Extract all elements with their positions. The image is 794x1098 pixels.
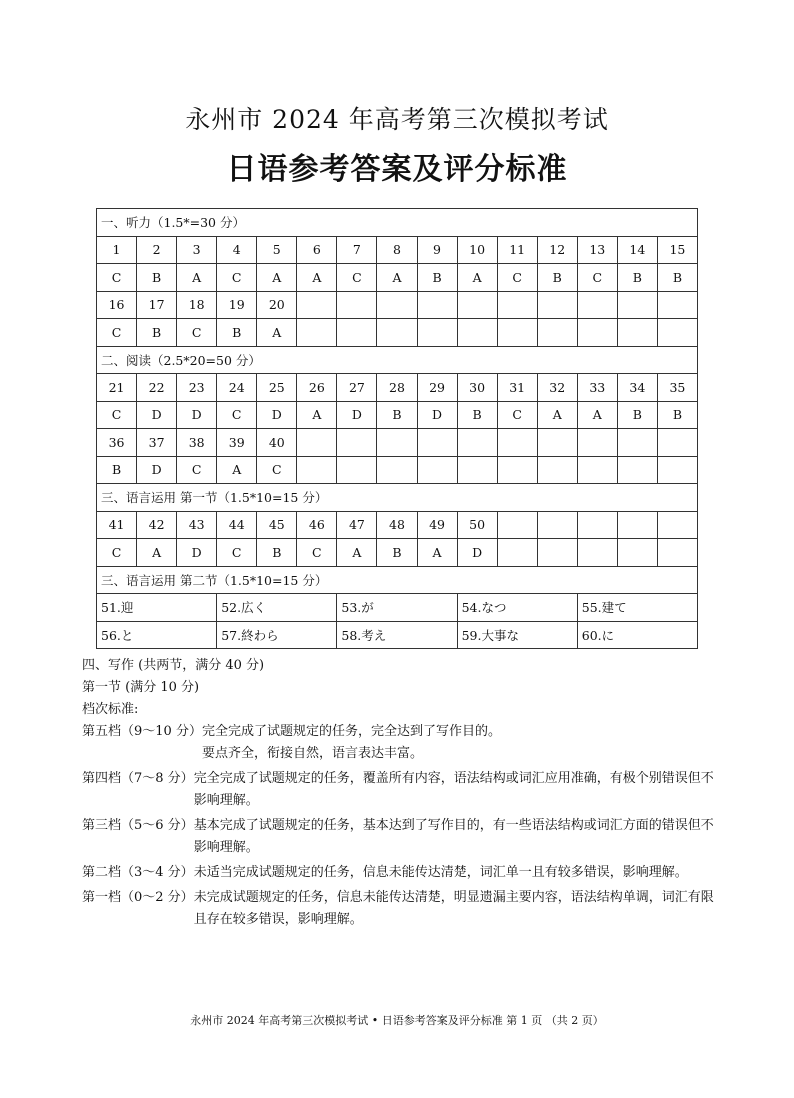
table-row	[97, 374, 698, 402]
empty-cell	[297, 456, 337, 484]
question-number: 14	[617, 236, 657, 264]
answer-cell: B	[617, 264, 657, 292]
question-number: 42	[137, 511, 177, 539]
writing-subsection-title: 第一节 (满分 10 分)	[82, 680, 200, 695]
question-number: 32	[537, 374, 577, 402]
question-number: 43	[177, 511, 217, 539]
question-number: 20	[257, 291, 297, 319]
answer-cell: D	[417, 401, 457, 429]
fill-in-answer: 59.大事な	[457, 621, 577, 649]
empty-cell	[537, 539, 577, 567]
question-number: 4	[217, 236, 257, 264]
empty-cell	[457, 429, 497, 457]
answer-cell: D	[177, 401, 217, 429]
section-header-listening: 一、听力（1.5*=30 分）	[97, 209, 698, 237]
empty-cell	[377, 319, 417, 347]
empty-cell	[337, 456, 377, 484]
answer-cell: A	[417, 539, 457, 567]
question-number: 33	[577, 374, 617, 402]
fill-in-answer: 58.考え	[337, 621, 457, 649]
question-number: 21	[97, 374, 137, 402]
answer-cell: B	[537, 264, 577, 292]
table-row	[97, 539, 698, 567]
question-number: 44	[217, 511, 257, 539]
answer-cell: C	[97, 401, 137, 429]
answer-cell: C	[577, 264, 617, 292]
section-header-language-1: 三、语言运用 第一节（1.5*10=15 分）	[97, 484, 698, 512]
empty-cell	[617, 539, 657, 567]
table-row	[97, 291, 698, 319]
answer-cell: C	[97, 539, 137, 567]
empty-cell	[377, 291, 417, 319]
writing-section	[82, 655, 722, 934]
answer-cell: A	[297, 264, 337, 292]
answer-cell: B	[137, 264, 177, 292]
answer-cell: A	[137, 539, 177, 567]
question-number: 9	[417, 236, 457, 264]
grade-level-text: 未完成试题规定的任务，信息未能传达清楚，明显遗漏主要内容，语法结构单调，词汇有限且存在较多错误，影响理解。	[193, 890, 714, 927]
empty-cell	[577, 456, 617, 484]
answer-cell: B	[457, 401, 497, 429]
empty-cell	[577, 429, 617, 457]
answer-cell: C	[497, 264, 537, 292]
answer-cell: A	[577, 401, 617, 429]
answer-cell: A	[297, 401, 337, 429]
empty-cell	[497, 291, 537, 319]
empty-cell	[337, 291, 377, 319]
question-number: 31	[497, 374, 537, 402]
grade-level	[82, 721, 722, 765]
empty-cell	[417, 291, 457, 319]
fill-in-answer: 54.なつ	[457, 594, 577, 622]
table-row	[97, 236, 698, 264]
empty-cell	[577, 291, 617, 319]
grade-level-label: 第一档（0～2 分）	[82, 890, 194, 905]
answer-cell: D	[137, 401, 177, 429]
fill-in-answer: 56.と	[97, 621, 217, 649]
table-row	[97, 621, 698, 649]
question-number: 24	[217, 374, 257, 402]
question-number: 25	[257, 374, 297, 402]
empty-cell	[497, 319, 537, 347]
grade-level	[82, 862, 722, 884]
table-row	[97, 264, 698, 292]
empty-cell	[337, 429, 377, 457]
empty-cell	[657, 456, 697, 484]
empty-cell	[377, 456, 417, 484]
answer-cell: B	[657, 401, 697, 429]
page-footer: 永州市 2024 年高考第三次模拟考试 • 日语参考答案及评分标准 第 1 页 （共 2 页）	[190, 1014, 604, 1027]
answer-cell: B	[217, 319, 257, 347]
question-number: 7	[337, 236, 377, 264]
empty-cell	[497, 429, 537, 457]
question-number: 22	[137, 374, 177, 402]
question-number: 39	[217, 429, 257, 457]
answer-cell: D	[177, 539, 217, 567]
empty-cell	[577, 511, 617, 539]
empty-cell	[457, 319, 497, 347]
question-number: 38	[177, 429, 217, 457]
empty-cell	[457, 456, 497, 484]
answer-cell: B	[137, 319, 177, 347]
table-row	[97, 319, 698, 347]
grade-level-text: 完全完成了试题规定的任务，完全达到了写作目的。	[201, 724, 501, 739]
answer-cell: C	[97, 319, 137, 347]
question-number: 3	[177, 236, 217, 264]
answer-cell: D	[137, 456, 177, 484]
question-number: 8	[377, 236, 417, 264]
question-number: 36	[97, 429, 137, 457]
grade-level	[82, 815, 722, 859]
question-number: 2	[137, 236, 177, 264]
empty-cell	[577, 319, 617, 347]
answer-cell: C	[177, 319, 217, 347]
empty-cell	[657, 429, 697, 457]
empty-cell	[497, 539, 537, 567]
grade-level-text: 未适当完成试题规定的任务，信息未能传达清楚，词汇单一且有较多错误，影响理解。	[193, 865, 688, 880]
table-row	[97, 594, 698, 622]
empty-cell	[617, 291, 657, 319]
empty-cell	[337, 319, 377, 347]
answer-cell: A	[377, 264, 417, 292]
question-number: 18	[177, 291, 217, 319]
answer-cell: C	[217, 264, 257, 292]
answer-cell: C	[97, 264, 137, 292]
table-row	[97, 401, 698, 429]
empty-cell	[297, 429, 337, 457]
empty-cell	[457, 291, 497, 319]
fill-in-answer: 57.終わら	[217, 621, 337, 649]
empty-cell	[657, 291, 697, 319]
section-header-language-2: 三、语言运用 第二节（1.5*10=15 分）	[97, 566, 698, 594]
empty-cell	[577, 539, 617, 567]
question-number: 27	[337, 374, 377, 402]
question-number: 35	[657, 374, 697, 402]
answer-cell: A	[457, 264, 497, 292]
answer-cell: C	[337, 264, 377, 292]
empty-cell	[617, 319, 657, 347]
question-number: 48	[377, 511, 417, 539]
table-row	[97, 511, 698, 539]
grade-level-label: 第二档（3～4 分）	[82, 865, 194, 880]
table-row	[97, 456, 698, 484]
question-number: 23	[177, 374, 217, 402]
empty-cell	[537, 511, 577, 539]
question-number: 30	[457, 374, 497, 402]
empty-cell	[537, 291, 577, 319]
answer-cell: B	[377, 401, 417, 429]
question-number: 17	[137, 291, 177, 319]
answer-cell: C	[497, 401, 537, 429]
empty-cell	[297, 291, 337, 319]
empty-cell	[657, 511, 697, 539]
answer-cell: D	[457, 539, 497, 567]
question-number: 37	[137, 429, 177, 457]
answer-cell: A	[337, 539, 377, 567]
answer-cell: A	[537, 401, 577, 429]
question-number: 11	[497, 236, 537, 264]
grade-level-label: 第三档（5～6 分）	[82, 818, 194, 833]
question-number: 15	[657, 236, 697, 264]
empty-cell	[497, 456, 537, 484]
empty-cell	[297, 319, 337, 347]
question-number: 46	[297, 511, 337, 539]
empty-cell	[537, 429, 577, 457]
question-number: 28	[377, 374, 417, 402]
question-number: 6	[297, 236, 337, 264]
answer-cell: A	[257, 264, 297, 292]
empty-cell	[617, 511, 657, 539]
exam-title: 永州市 2024 年高考第三次模拟考试	[185, 105, 609, 134]
answer-cell: B	[417, 264, 457, 292]
fill-in-answer: 51.迎	[97, 594, 217, 622]
answer-cell: D	[337, 401, 377, 429]
question-number: 1	[97, 236, 137, 264]
answer-cell: A	[257, 319, 297, 347]
answer-cell: A	[177, 264, 217, 292]
grade-level-text: 要点齐全，衔接自然，语言表达丰富。	[201, 746, 423, 761]
question-number: 40	[257, 429, 297, 457]
question-number: 50	[457, 511, 497, 539]
empty-cell	[537, 319, 577, 347]
empty-cell	[417, 319, 457, 347]
answer-cell: D	[257, 401, 297, 429]
answer-cell: B	[657, 264, 697, 292]
answer-cell: C	[217, 401, 257, 429]
empty-cell	[417, 456, 457, 484]
empty-cell	[657, 319, 697, 347]
empty-cell	[537, 456, 577, 484]
grade-level	[82, 768, 722, 812]
fill-in-answer: 60.に	[577, 621, 697, 649]
question-number: 13	[577, 236, 617, 264]
grade-level-label: 第五档（9～10 分）	[82, 724, 202, 739]
answer-cell: C	[217, 539, 257, 567]
answer-cell: B	[97, 456, 137, 484]
grade-level-text: 基本完成了试题规定的任务，基本达到了写作目的，有一些语法结构或词汇方面的错误但不影响理解。	[193, 818, 714, 855]
criteria-heading: 档次标准:	[82, 702, 139, 717]
question-number: 16	[97, 291, 137, 319]
question-number: 45	[257, 511, 297, 539]
answer-cell: C	[297, 539, 337, 567]
grade-level	[82, 887, 722, 931]
question-number: 29	[417, 374, 457, 402]
question-number: 12	[537, 236, 577, 264]
question-number: 19	[217, 291, 257, 319]
answer-cell: C	[257, 456, 297, 484]
grade-level-label: 第四档（7～8 分）	[82, 771, 194, 786]
answer-key-table	[96, 208, 698, 649]
answer-cell: A	[217, 456, 257, 484]
writing-header: 四、写作 (共两节，满分 40 分)	[82, 658, 265, 673]
fill-in-answer: 53.が	[337, 594, 457, 622]
document-subtitle: 日语参考答案及评分标准	[226, 152, 568, 187]
question-number: 5	[257, 236, 297, 264]
fill-in-answer: 52.広く	[217, 594, 337, 622]
empty-cell	[497, 511, 537, 539]
empty-cell	[417, 429, 457, 457]
question-number: 10	[457, 236, 497, 264]
question-number: 47	[337, 511, 377, 539]
empty-cell	[377, 429, 417, 457]
empty-cell	[657, 539, 697, 567]
grade-level-text: 完全完成了试题规定的任务，覆盖所有内容，语法结构或词汇应用准确，有极个别错误但不影响理解。	[193, 771, 714, 808]
answer-cell: B	[617, 401, 657, 429]
fill-in-answer: 55.建て	[577, 594, 697, 622]
section-header-reading: 二、阅读（2.5*20=50 分）	[97, 346, 698, 374]
question-number: 49	[417, 511, 457, 539]
empty-cell	[617, 456, 657, 484]
question-number: 41	[97, 511, 137, 539]
answer-cell: B	[257, 539, 297, 567]
answer-cell: C	[177, 456, 217, 484]
empty-cell	[617, 429, 657, 457]
answer-cell: B	[377, 539, 417, 567]
table-row	[97, 429, 698, 457]
question-number: 34	[617, 374, 657, 402]
question-number: 26	[297, 374, 337, 402]
